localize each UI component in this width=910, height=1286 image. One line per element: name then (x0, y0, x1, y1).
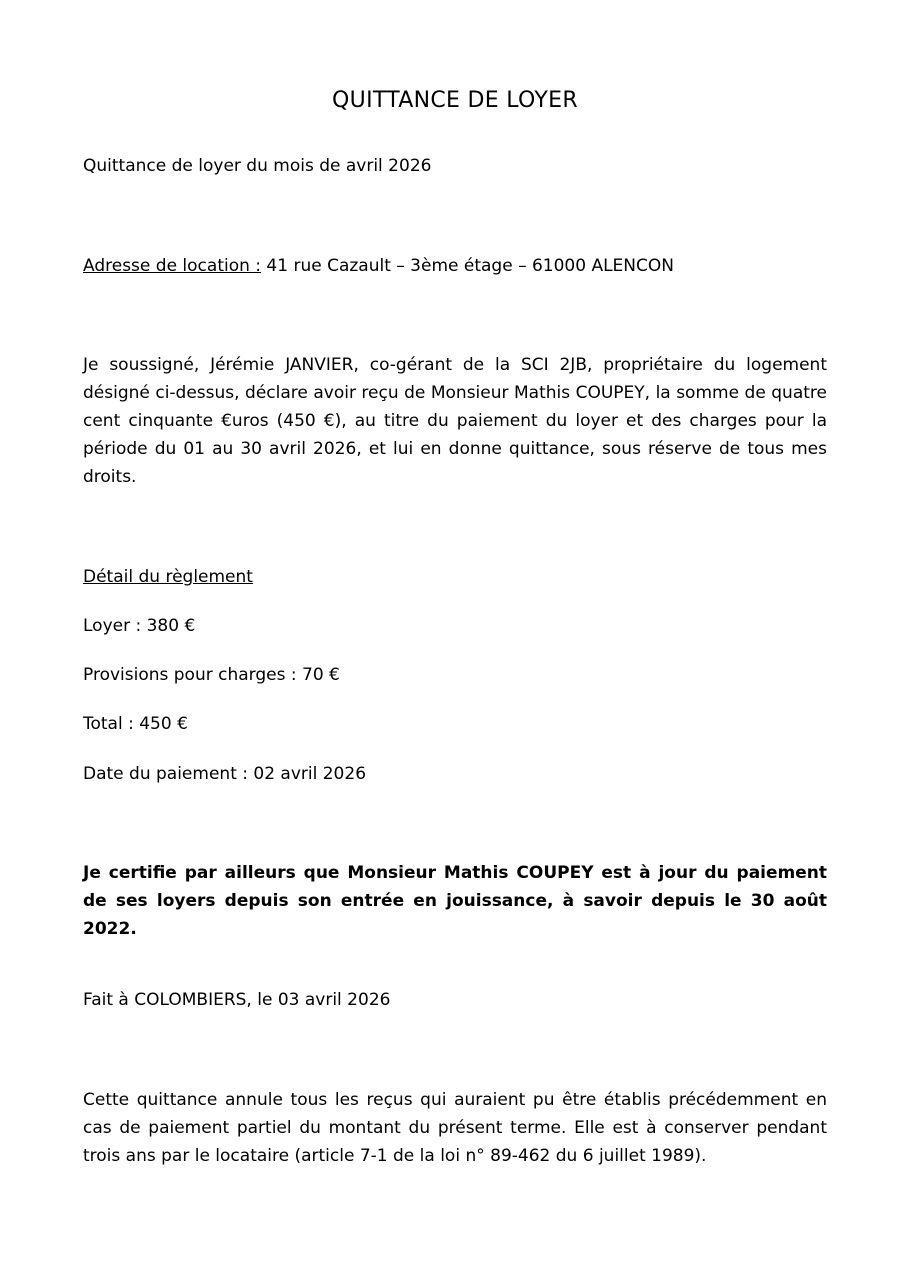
payment-detail-heading: Détail du règlement (83, 567, 253, 587)
address-value: 41 rue Cazault – 3ème étage – 61000 ALENCON (261, 256, 674, 276)
charges-amount: Provisions pour charges : 70 € (83, 665, 340, 685)
total-amount: Total : 450 € (83, 714, 188, 734)
rent-amount: Loyer : 380 € (83, 616, 196, 636)
place-and-date: Fait à COLOMBIERS, le 03 avril 2026 (83, 990, 391, 1010)
address-label: Adresse de location : (83, 256, 262, 276)
declaration-paragraph: Je soussigné, Jérémie JANVIER, co-gérant de la SCI 2JB, propriétaire du logement désigné ci-dessus, déclare avoir reçu de Monsieur Mathis COUPEY, la somme de quatre cent cinquante €uros (450 €), au titre du paiement du loyer et des charges pour la période du 01 au 30 avril 2026, et lui en donne quittance, sous réserve de tous mes droits. (83, 355, 827, 487)
rental-address (83, 256, 674, 276)
footer-note: Cette quittance annule tous les reçus qui auraient pu être établis précédemment en cas de paiement partiel du montant du présent terme. Elle est à conserver pendant trois ans par le locataire (article 7-1 de la loi n° 89-462 du 6 juillet 1989). (83, 1090, 827, 1166)
receipt-period: Quittance de loyer du mois de avril 2026 (83, 156, 432, 176)
document-title: QUITTANCE DE LOYER (332, 88, 578, 113)
payment-date: Date du paiement : 02 avril 2026 (83, 764, 367, 784)
certification-paragraph: Je certifie par ailleurs que Monsieur Mathis COUPEY est à jour du paiement de ses loyers depuis son entrée en jouissance, à savoir depuis le 30 août 2022. (83, 863, 827, 939)
